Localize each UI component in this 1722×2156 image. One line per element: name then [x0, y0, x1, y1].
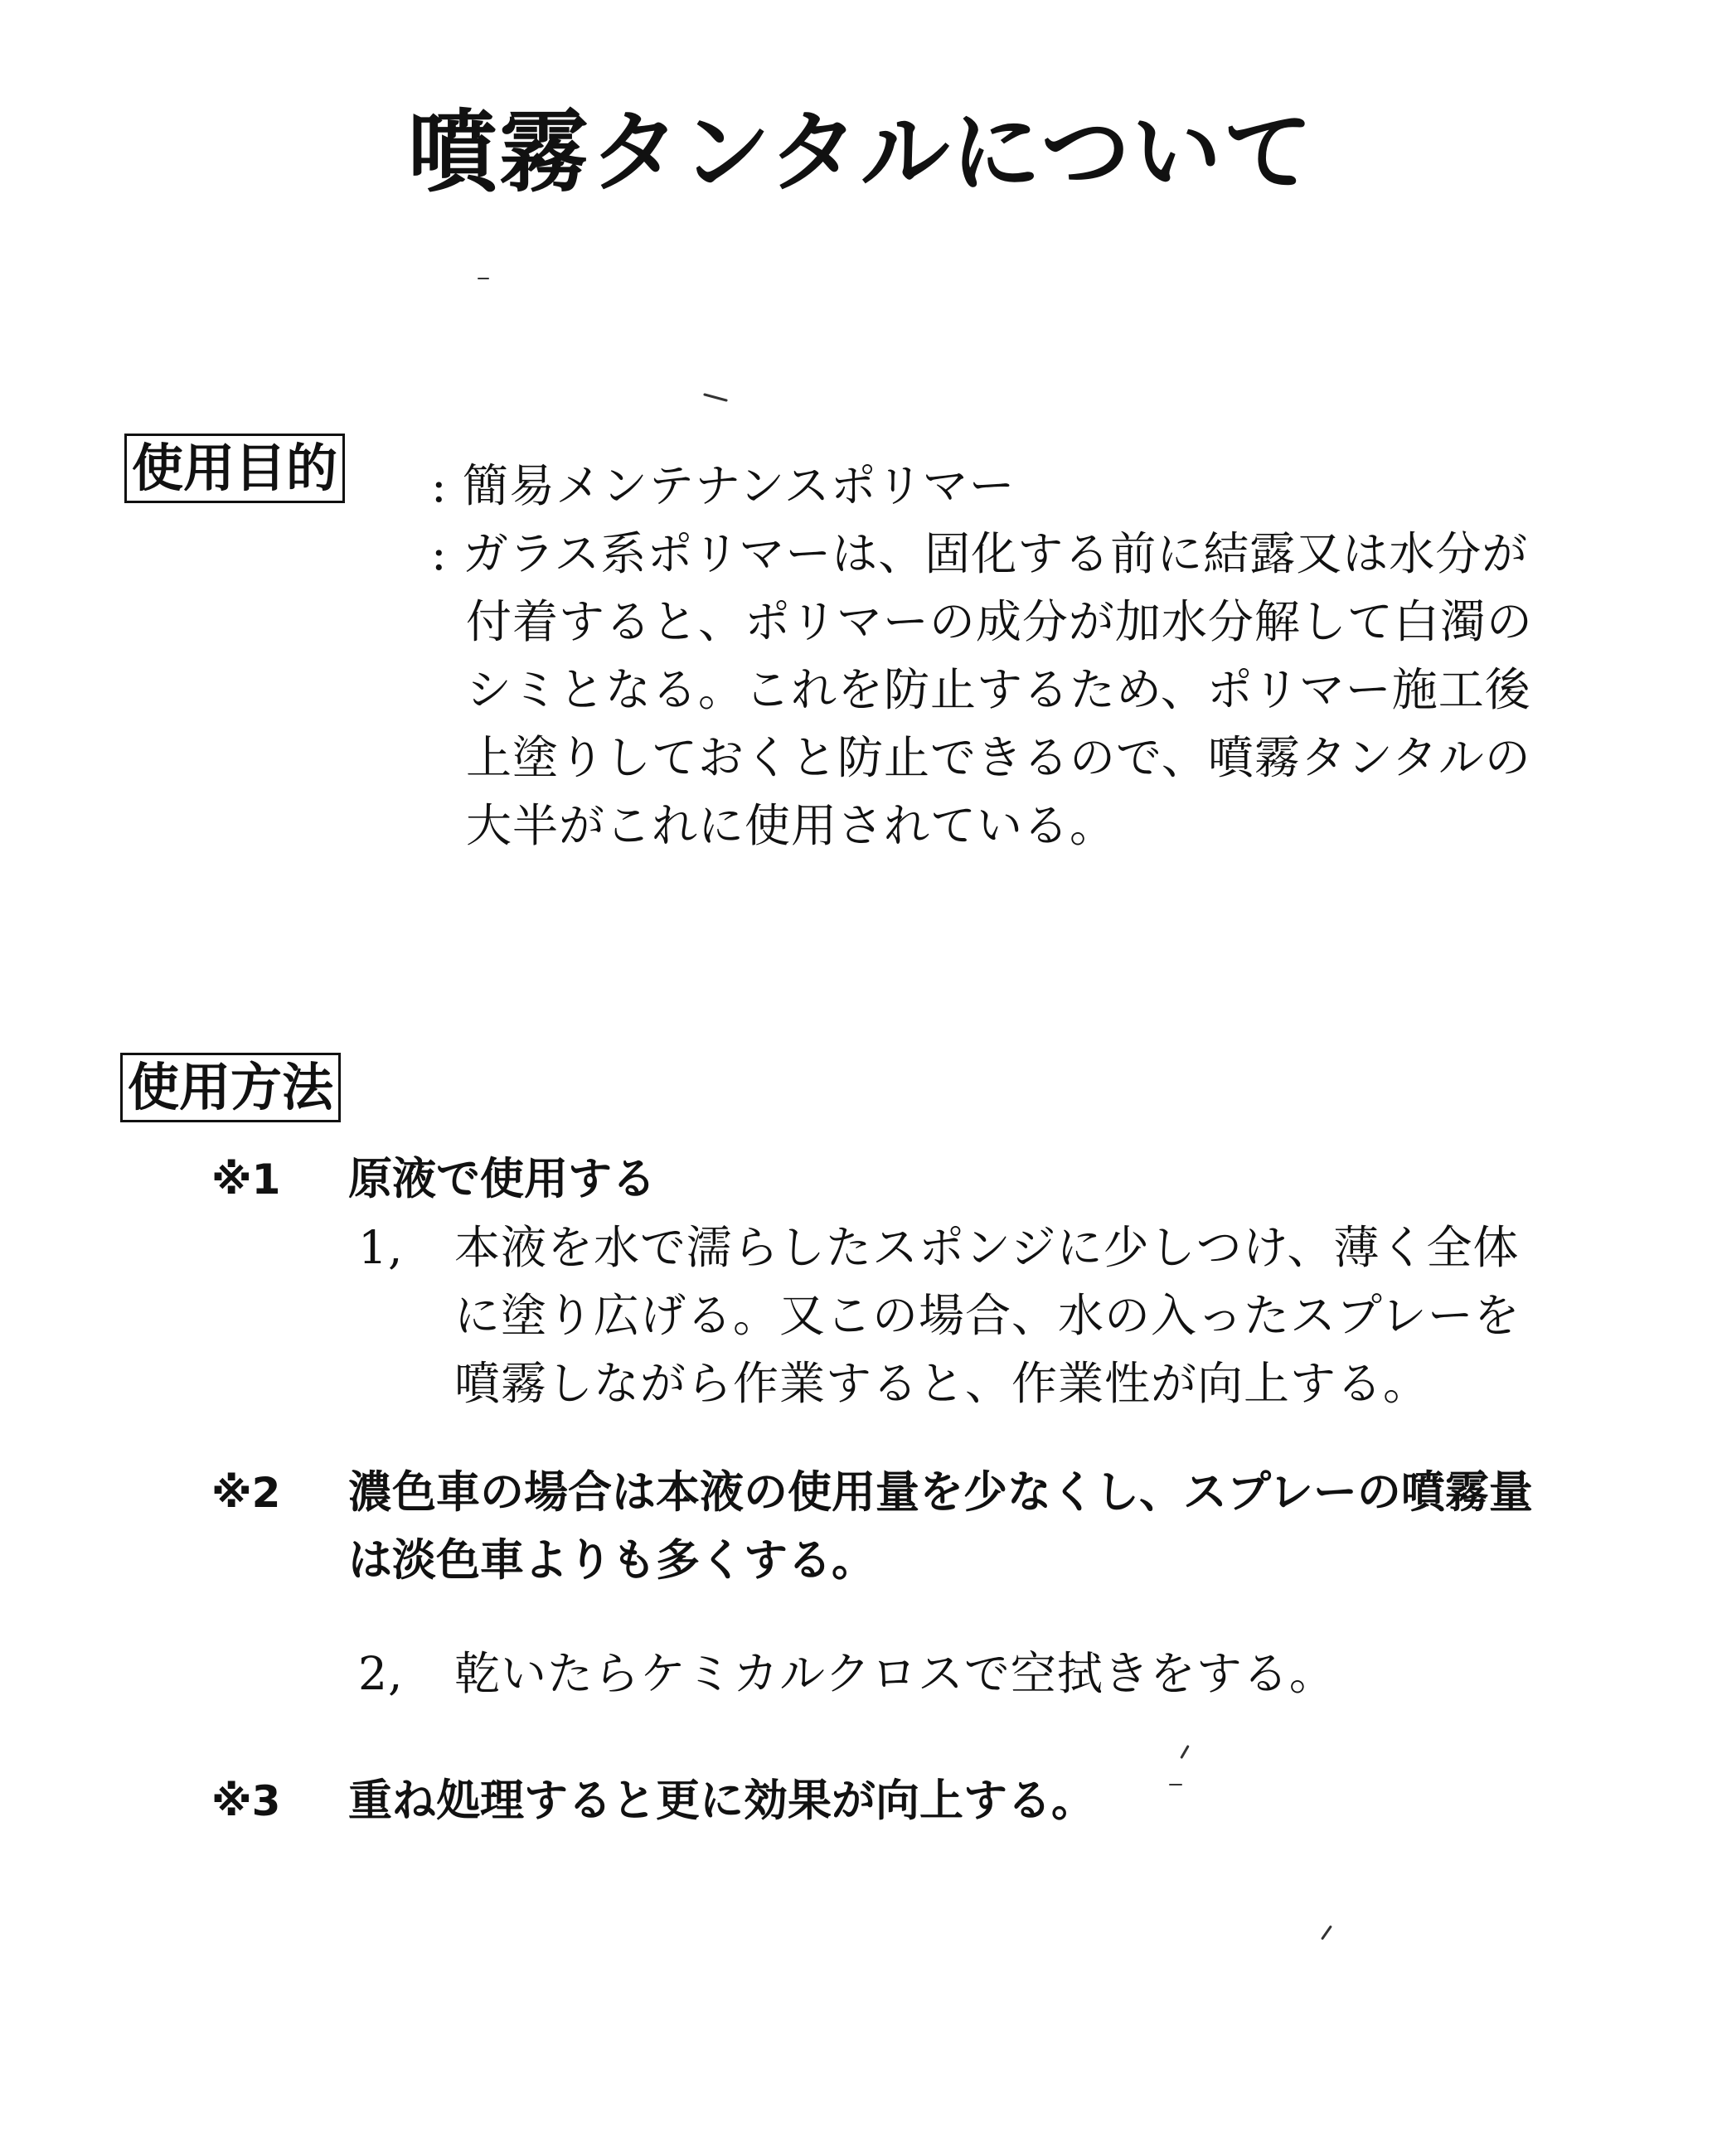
note1-text: 原液で使用する [348, 1154, 656, 1204]
purpose-label: 使用目的 [124, 434, 345, 503]
purpose-line-4: シミとなる。これを防止するため、ポリマー施工後 [466, 663, 1531, 716]
step2-text: 乾いたらケミカルクロスで空拭きをする。 [454, 1647, 1336, 1700]
step2-number: 2, [358, 1647, 404, 1700]
purpose-line-3: 付着すると、ポリマーの成分が加水分解して白濁の [466, 595, 1533, 648]
note2-line-1: 濃色車の場合は本液の使用量を少なくし、スプレーの噴霧量 [348, 1467, 1533, 1518]
scan-speck [1180, 1745, 1190, 1759]
scan-speck [703, 393, 728, 402]
scan-speck [1169, 1784, 1182, 1785]
note1-mark: ※1 [211, 1156, 281, 1204]
purpose-line-2: : ガラス系ポリマーは、固化する前に結露又は水分が [431, 527, 1529, 580]
step1-line-1: 本液を水で濡らしたスポンジに少しつけ、薄く全体 [454, 1221, 1520, 1274]
note2-line-2: は淡色車よりも多くする。 [348, 1535, 876, 1586]
purpose-line-6: 大半がこれに使用されている。 [466, 799, 1117, 852]
note3-text: 重ね処理すると更に効果が向上する。 [348, 1776, 1095, 1826]
note2-mark: ※2 [211, 1469, 281, 1517]
step1-line-2: に塗り広げる。又この場合、水の入ったスプレーを [454, 1289, 1521, 1342]
step1-line-3: 噴霧しながら作業すると、作業性が向上する。 [454, 1357, 1430, 1410]
note3-mark: ※3 [211, 1777, 281, 1825]
step1-number: 1, [358, 1221, 404, 1274]
scan-speck [478, 278, 489, 279]
purpose-line-1: : 簡易メンテナンスポリマー [431, 459, 1016, 512]
scan-speck [1321, 1925, 1332, 1940]
page-title: 噴霧タンタルについて [407, 101, 1315, 205]
purpose-line-5: 上塗りしておくと防止できるので、噴霧タンタルの [466, 731, 1531, 784]
method-label: 使用方法 [120, 1053, 341, 1122]
